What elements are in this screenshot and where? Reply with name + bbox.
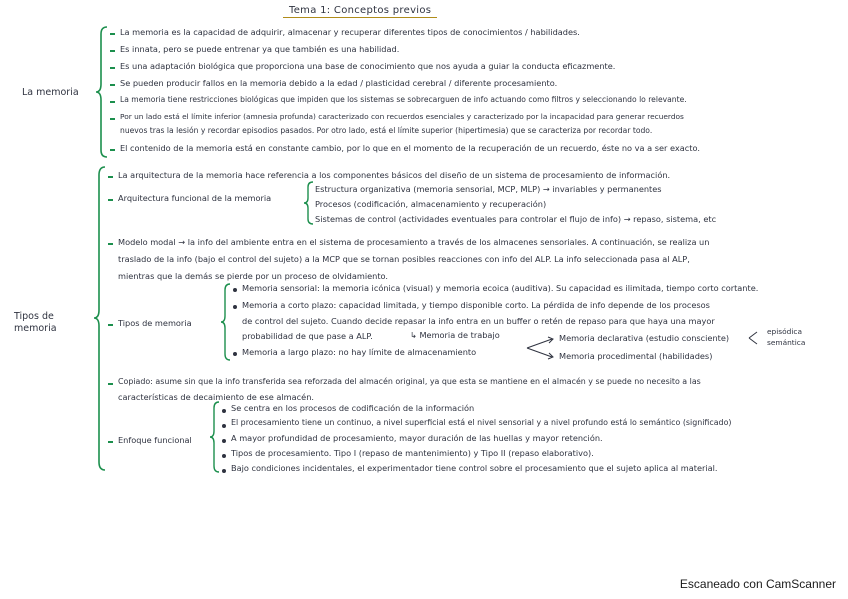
memoria-procedimental: Memoria procedimental (habilidades): [559, 351, 713, 361]
tipos-item-mcp-2: de control del sujeto. Cuando decide repasar la info entra en un buffer o retén de repaso para que haya una mayor: [242, 316, 715, 326]
memoria-line-3: Es una adaptación biológica que proporciona una base de conocimiento que nos ayuda a guiar la conducta eficazmente.: [120, 61, 616, 71]
bullet: [108, 441, 113, 443]
tipos-item-mlp: Memoria a largo plazo: no hay límite de almacenamiento: [242, 347, 477, 357]
bullet-dot: [222, 454, 226, 458]
memoria-line-1: La memoria es la capacidad de adquirir, almacenar y recuperar diferentes tipos de conocimientos / habilidades.: [120, 27, 580, 37]
memoria-line-8: El contenido de la memoria está en constante cambio, por lo que en el momento de la recuperación de un recuerdo, éste no va a ser exacto.: [120, 143, 700, 153]
bullet: [110, 33, 115, 35]
copiado-2: características de decaimiento de ese almacén.: [118, 392, 314, 402]
section-label-tipos: [14, 311, 57, 335]
semantica: semántica: [767, 338, 806, 347]
copiado-1: Copiado: asume sin que la info transferida sea reforzada del almacén original, ya que esta se mantiene en el almacén y se puede no necesito a las: [118, 377, 701, 386]
arq-item-1: Estructura organizativa (memoria sensorial, MCP, MLP) → invariables y permanentes: [315, 184, 662, 194]
memoria-line-4: Se pueden producir fallos en la memoria debido a la edad / plasticidad cerebral / diferente procesamiento.: [120, 78, 558, 88]
page-title: Tema 1: Conceptos previos: [283, 5, 437, 18]
tipos-item-sensorial: Memoria sensorial: la memoria icónica (visual) y memoria ecoica (auditiva). Su capacidad es ilimitada, tiempo corto cortante.: [242, 283, 759, 293]
memoria-line-7: nuevos tras la lesión y recordar episodios pasados. Por otro lado, está el límite superior (hipertimesia) que se caracteriza por recordar todo.: [120, 126, 653, 135]
tipos-memoria-label: Tipos de memoria: [118, 318, 192, 328]
memoria-declarativa: Memoria declarativa (estudio consciente): [559, 333, 730, 343]
memoria-line-6: Por un lado está el límite inferior (amnesia profunda) caracterizado con recuerdos esenciales y caracterizado por la incapacidad para generar recuerdos: [120, 112, 684, 121]
section-label-tipos-2: memoria: [14, 323, 57, 334]
bullet: [110, 118, 115, 120]
memoria-line-5: La memoria tiene restricciones biológicas que impiden que los sistemas se sobrecarguen de info actuando como filtros y seleccionando lo relevante.: [120, 95, 687, 104]
arquitectura-line: La arquitectura de la memoria hace referencia a los componentes básicos del diseño de un sistema de procesamiento de información.: [118, 170, 671, 180]
modelo-modal-2: traslado de la info (bajo el control del sujeto) a la MCP que se tornan posibles reacciones con info del ALP. La info seleccionada pasa al ALP,: [118, 254, 690, 264]
bullet: [110, 149, 115, 151]
brace-declarativa: [748, 329, 768, 347]
enfoque-item-4: Tipos de procesamiento. Tipo I (repaso de mantenimiento) y Tipo II (repaso elaborativo).: [231, 448, 594, 458]
enfoque-item-5: Bajo condiciones incidentales, el experimentador tiene control sobre el procesamiento que el sujeto aplica al material.: [231, 463, 718, 473]
enfoque-item-3: A mayor profundidad de procesamiento, mayor duración de las huellas y mayor retención.: [231, 433, 603, 443]
tipos-item-mcp-3: probabilidad de que pase a ALP.: [242, 331, 373, 341]
bullet-dot: [222, 439, 226, 443]
brace-memoria: [96, 26, 108, 158]
brace-tipos-memoria: [221, 283, 231, 361]
enfoque-label: Enfoque funcional: [118, 435, 192, 445]
bullet-dot: [222, 409, 226, 413]
bullet-dot: [222, 469, 226, 473]
brace-arq: [304, 181, 314, 225]
mlp-arrows: [526, 336, 556, 360]
arq-item-2: Procesos (codificación, almacenamiento y recuperación): [315, 199, 547, 209]
bullet: [108, 176, 113, 178]
bullet: [108, 324, 113, 326]
bullet: [108, 243, 113, 245]
bullet: [110, 67, 115, 69]
bullet-dot: [222, 424, 226, 428]
bullet-dot: [233, 305, 237, 309]
modelo-modal-3: mientras que la demás se pierde por un proceso de olvidamiento.: [118, 271, 389, 281]
bullet-dot: [233, 288, 237, 292]
enfoque-item-2: El procesamiento tiene un continuo, a nivel superficial está el nivel sensorial y a nivel profundo está lo semántico (significado): [231, 418, 732, 427]
bullet-dot: [233, 352, 237, 356]
brace-enfoque: [210, 401, 220, 473]
section-label-tipos-1: Tipos de: [14, 311, 54, 322]
tipos-item-mcp-1: Memoria a corto plazo: capacidad limitada, y tiempo disponible corto. La pérdida de info depende de los procesos: [242, 300, 710, 310]
section-label-memoria: La memoria: [22, 87, 79, 98]
bullet: [108, 199, 113, 201]
modelo-modal-1: Modelo modal → la info del ambiente entra en el sistema de procesamiento a través de los almacenes sensoriales. A continuación, se realiza un: [118, 237, 710, 247]
bullet: [110, 50, 115, 52]
scanner-watermark: Escaneado con CamScanner: [679, 577, 836, 591]
bullet: [108, 383, 113, 385]
episodica: episódica: [767, 327, 803, 336]
bullet: [110, 84, 115, 86]
memoria-trabajo: ↳ Memoria de trabajo: [410, 330, 500, 340]
brace-tipos: [94, 166, 106, 471]
arq-item-3: Sistemas de control (actividades eventuales para controlar el flujo de info) → repaso, sistema, etc: [315, 214, 717, 224]
arq-funcional-label: Arquitectura funcional de la memoria: [118, 193, 272, 203]
enfoque-item-1: Se centra en los procesos de codificación de la información: [231, 403, 475, 413]
memoria-line-2: Es innata, pero se puede entrenar ya que también es una habilidad.: [120, 44, 400, 54]
bullet: [110, 101, 115, 103]
